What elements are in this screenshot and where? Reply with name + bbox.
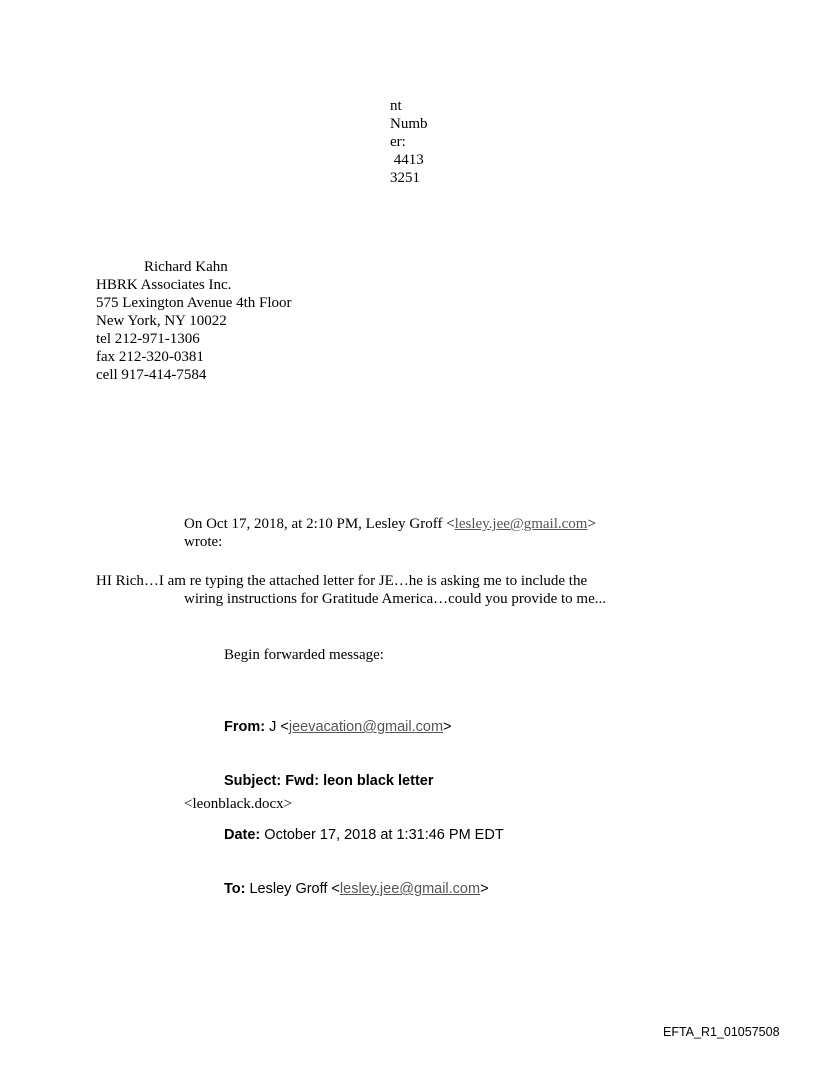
reply-header-wrote: wrote: — [184, 534, 223, 550]
message-line: wiring instructions for Gratitude America…could you provide to me... — [184, 591, 606, 607]
forwarded-intro: Begin forwarded message: — [224, 647, 384, 663]
forwarded-to-row — [224, 880, 504, 898]
signature-address-line: 575 Lexington Avenue 4th Floor — [96, 295, 292, 311]
from-email-link[interactable]: jeevacation@gmail.com — [288, 719, 444, 735]
to-email-link[interactable]: lesley.jee@gmail.com — [339, 881, 481, 897]
date-label: Date: — [224, 827, 261, 843]
fragment-line: Numb — [390, 116, 428, 132]
signature-cell: cell 917-414-7584 — [96, 367, 207, 383]
fragment-line: 3251 — [390, 170, 420, 186]
signature-city-line: New York, NY 10022 — [96, 313, 227, 329]
to-label: To: — [224, 881, 246, 897]
from-close: > — [443, 719, 452, 735]
from-name: J < — [265, 719, 289, 735]
fragment-line: er: — [390, 134, 406, 150]
reply-header-line — [184, 515, 596, 533]
reply-header-prefix: On Oct 17, 2018, at 2:10 PM, Lesley Groff < — [184, 516, 455, 532]
signature-block — [96, 258, 292, 384]
signature-fax: fax 212-320-0381 — [96, 349, 204, 365]
forwarded-date-row — [224, 826, 504, 844]
attachment-reference[interactable]: <leonblack.docx> — [184, 796, 293, 812]
signature-name: Richard Kahn — [144, 259, 228, 275]
subject-value: Fwd: leon black letter — [281, 773, 434, 789]
forwarded-subject-row — [224, 772, 504, 790]
message-line: HI Rich…I am re typing the attached letter for JE…he is asking me to include the — [96, 573, 588, 589]
reply-header-suffix: > — [587, 516, 596, 532]
subject-label: Subject: — [224, 773, 282, 789]
fragment-line: 4413 — [390, 152, 424, 168]
to-name: Lesley Groff < — [245, 881, 340, 897]
to-close: > — [480, 881, 489, 897]
signature-company: HBRK Associates Inc. — [96, 277, 232, 293]
fragment-line: nt — [390, 98, 402, 114]
signature-tel: tel 212-971-1306 — [96, 331, 200, 347]
message-body — [96, 572, 606, 608]
document-id-footer: EFTA_R1_01057508 — [663, 1025, 780, 1039]
reply-sender-email-link[interactable]: lesley.jee@gmail.com — [454, 516, 588, 532]
reply-header — [184, 515, 596, 551]
forwarded-from-row — [224, 718, 504, 736]
date-value: October 17, 2018 at 1:31:46 PM EDT — [260, 827, 504, 843]
account-number-fragment — [390, 97, 428, 187]
from-label: From: — [224, 719, 266, 735]
